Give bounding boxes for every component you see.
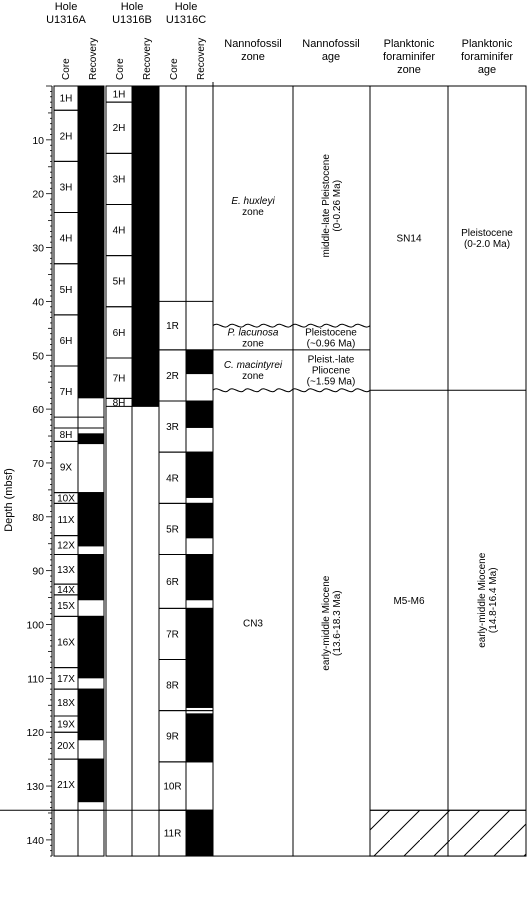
- hole-c-column: [159, 86, 213, 856]
- nanno-age-header-line2: age: [321, 51, 341, 63]
- core-label: 19X: [57, 719, 75, 731]
- core-label: 9X: [59, 462, 73, 474]
- foraminifer-age-label-line: (0-2.0 Ma): [463, 239, 511, 251]
- header-nanno-zone: [224, 38, 281, 63]
- core-label: 5H: [59, 284, 73, 296]
- hole-a-column: [54, 86, 104, 856]
- core-label: 3R: [166, 422, 179, 434]
- pf-zone-header-line1: Planktonic: [383, 38, 435, 50]
- nannofossil-age-label-line: middle-late Pleistocene: [321, 154, 332, 258]
- recovery-interval: [78, 433, 104, 444]
- nanno-zone-header-line1: Nannofossil: [224, 38, 282, 50]
- pf-zone-header-line3: zone: [397, 64, 421, 76]
- depth-tick-label: 40: [32, 296, 44, 309]
- core-label: 15X: [57, 601, 75, 613]
- hole-header-b: [112, 1, 152, 26]
- nannofossil-age-label-line: (0-0.26 Ma): [332, 179, 343, 232]
- foraminifer-age-label: [477, 552, 499, 647]
- subheader-core-b: Core: [115, 58, 126, 80]
- nannofossil-age-label-line: (13.6-18.3 Ma): [332, 590, 343, 656]
- nanno-age-header-line1: Nannofossil: [302, 38, 360, 50]
- core-label: 8H: [112, 397, 126, 409]
- recovery-interval: [186, 350, 213, 374]
- depth-tick-label: 50: [32, 350, 44, 363]
- core-label: 1R: [166, 321, 179, 333]
- nannofossil-zone-label-line: CN3: [242, 618, 264, 630]
- depth-tick-label: 10: [32, 134, 44, 147]
- unconformity-boundary: [213, 324, 370, 327]
- hole-b-column: [106, 86, 159, 856]
- foraminifer-age-label-line: (14.8-16.4 Ma): [488, 567, 499, 634]
- core-label: 2H: [59, 131, 73, 143]
- hole-b-core-column: [106, 86, 132, 856]
- core-label: 7H: [112, 373, 126, 385]
- recovery-interval: [186, 401, 213, 428]
- recovery-interval: [78, 616, 104, 678]
- depth-axis-label: Depth (mbsf): [3, 468, 15, 532]
- core-label: 5R: [166, 524, 179, 536]
- hole-b-id: U1316B: [112, 14, 152, 26]
- subheader-recovery-a: Recovery: [88, 37, 99, 80]
- recovery-interval: [78, 86, 104, 398]
- recovery-interval: [186, 608, 213, 708]
- core-label: 6H: [112, 327, 126, 339]
- core-label: 18X: [57, 698, 75, 710]
- hole-a-title: Hole: [54, 1, 78, 13]
- recovery-interval: [186, 713, 213, 761]
- core-label: 11X: [57, 514, 75, 526]
- foraminifer-zone-label-line: M5-M6: [393, 595, 425, 607]
- unconformity-boundary: [213, 389, 370, 392]
- zone-column-frame: [370, 86, 448, 856]
- core-label: 4R: [166, 473, 179, 485]
- nannofossil-zone-label-line: zone: [242, 338, 264, 350]
- subheader-recovery-b: Recovery: [142, 37, 153, 80]
- core-label: 14X: [57, 584, 75, 596]
- core-label: 1H: [112, 89, 126, 101]
- nannofossil-age-label: [321, 575, 343, 670]
- core-label: 13X: [57, 564, 75, 576]
- core-label: 2H: [112, 123, 126, 135]
- recovery-interval: [78, 759, 104, 802]
- hole-b-title: Hole: [120, 1, 144, 13]
- hole-header-a: [46, 1, 86, 26]
- depth-tick-label: 20: [32, 188, 44, 201]
- core-label: 2R: [166, 370, 179, 382]
- core-label: 20X: [57, 741, 75, 753]
- subheader-recovery-c: Recovery: [196, 37, 207, 80]
- core-label: 11R: [163, 828, 182, 840]
- recovery-interval: [78, 554, 104, 600]
- nannofossil-age-label-line: (~1.59 Ma): [306, 376, 356, 388]
- nannofossil-zone-label-line: zone: [242, 206, 264, 218]
- hole-c-id: U1316C: [165, 14, 207, 26]
- depth-tick-label: 90: [32, 565, 44, 578]
- nannofossil-zone-label-line: E. huxleyi: [231, 195, 275, 207]
- core-label: 6R: [166, 576, 179, 588]
- depth-tick-label: 60: [32, 404, 44, 417]
- core-label: 1H: [59, 93, 73, 105]
- core-label: 10R: [163, 781, 182, 793]
- core-label: 10X: [57, 493, 75, 505]
- core-label: 7H: [59, 387, 73, 399]
- foraminifer-zone-label-line: SN14: [396, 233, 422, 245]
- recovery-interval: [186, 810, 213, 856]
- depth-axis: [26, 86, 52, 856]
- core-label: 8H: [59, 430, 73, 442]
- recovery-interval: [186, 452, 213, 498]
- depth-tick-label: 70: [32, 457, 44, 470]
- foraminifer-age-label-line: early-middle Miocene: [477, 552, 488, 648]
- hole-a-id: U1316A: [46, 14, 86, 26]
- core-label: 6H: [59, 335, 73, 347]
- recovery-interval: [78, 493, 104, 547]
- nannofossil-zone-label-line: zone: [242, 371, 264, 383]
- depth-tick-label: 110: [27, 673, 44, 686]
- core-label: 3H: [59, 182, 73, 194]
- nannofossil-zone-label-line: P. lacunosa: [227, 327, 279, 339]
- core-label: 3H: [112, 174, 126, 186]
- header-pf-zone: [383, 38, 435, 76]
- depth-tick-label: 140: [26, 834, 44, 847]
- nannofossil-age-label-line: (~0.96 Ma): [306, 338, 356, 350]
- header-nanno-age: [302, 38, 359, 63]
- core-label: 5H: [112, 276, 126, 288]
- nannofossil-zone-label-line: C. macintyrei: [223, 360, 283, 372]
- core-label: 4H: [59, 233, 73, 245]
- depth-tick-label: 130: [26, 781, 44, 794]
- core-label: 21X: [57, 780, 75, 792]
- depth-tick-label: 120: [26, 727, 44, 740]
- pf-age-header-line1: Planktonic: [461, 38, 513, 50]
- depth-tick-label: 30: [32, 242, 44, 255]
- recovery-interval: [186, 503, 213, 538]
- core-label: 9R: [166, 731, 179, 743]
- core-label: 8R: [166, 680, 179, 692]
- core-label: 16X: [57, 637, 75, 649]
- header-pf-age: [461, 38, 513, 76]
- subheader-core-a: Core: [61, 58, 72, 80]
- nannofossil-age-label-line: early-middle Miocene: [321, 575, 332, 671]
- depth-tick-label: 100: [26, 619, 44, 632]
- depth-tick-label: 80: [32, 511, 44, 524]
- zone-column-frame: [448, 86, 526, 856]
- nannofossil-age-label: [321, 154, 343, 258]
- pf-zone-header-line2: foraminifer: [383, 51, 435, 63]
- recovery-interval: [186, 554, 213, 600]
- core-label: 12X: [57, 540, 75, 552]
- pf-age-header-line2: foraminifer: [461, 51, 513, 63]
- subheader-core-c: Core: [169, 58, 180, 80]
- core-label: 4H: [112, 225, 126, 237]
- core-label: 7R: [166, 629, 179, 641]
- pf-age-header-line3: age: [477, 64, 497, 76]
- core-label: 17X: [57, 673, 75, 685]
- nannofossil-age-label-line: Pleist.-late: [307, 354, 355, 366]
- nannofossil-age-label-line: Pliocene: [311, 365, 351, 377]
- nanno-zone-header-line2: zone: [241, 51, 265, 63]
- no-data-hatched-area: [370, 810, 526, 856]
- foraminifer-age-label-line: Pleistocene: [461, 228, 513, 240]
- hole-c-title: Hole: [174, 1, 198, 13]
- nannofossil-age-label-line: Pleistocene: [305, 327, 357, 339]
- hole-header-c: [166, 1, 206, 26]
